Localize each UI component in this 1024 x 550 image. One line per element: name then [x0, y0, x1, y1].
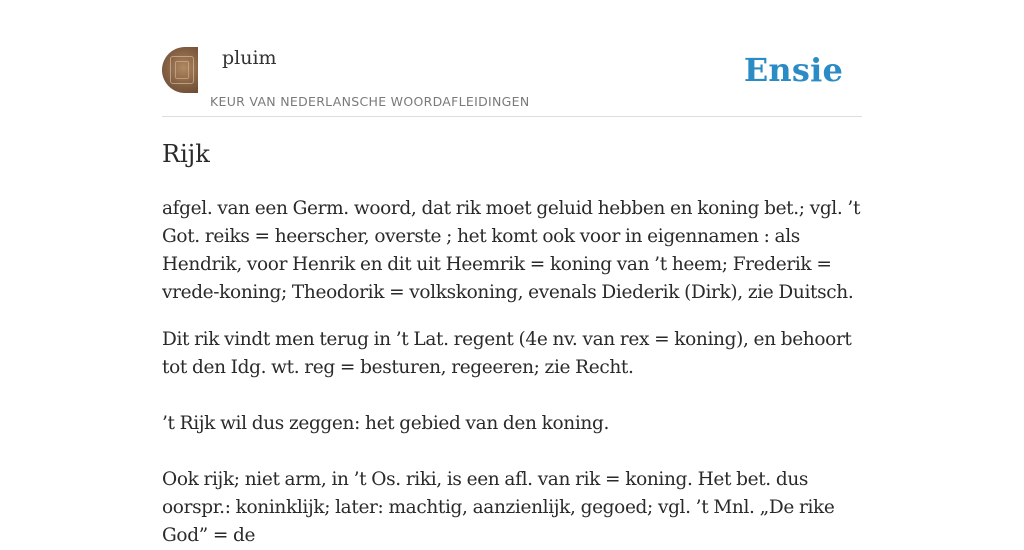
brand-logo[interactable]: Ensie [743, 51, 843, 89]
entry-paragraph: Ook rijk; niet arm, in ’t Os. riki, is een afl. van rik = koning. Het bet. dus oorspr.: koninklijk; later: machtig, aanzienlijk, gegoed; vgl. ’t Mnl. „De rike God” = de [162, 469, 835, 546]
entry-paragraph: Dit rik vindt men terug in ’t Lat. regent (4e nv. van rex = koning), en behoort tot den Idg. wt. reg = besturen, regeeren; zie Recht. [162, 329, 852, 378]
book-cover-icon[interactable] [162, 47, 198, 93]
entry-paragraph: ’t Rijk wil dus zeggen: het gebied van den koning. [162, 413, 609, 434]
source-link[interactable]: KEUR VAN NEDERLANSCHE WOORDAFLEIDINGEN [210, 94, 530, 109]
header [162, 44, 862, 117]
entry-title: Rijk [162, 140, 210, 168]
cover-frame-inner [175, 61, 189, 79]
entry-content [162, 138, 862, 550]
entry-paragraph: afgel. van een Germ. woord, dat rik moet geluid hebben en koning bet.; vgl. ’t Got. reiks = heerscher, overste ; het komt ook voor in eigennamen : als Hendrik, voor Henrik en dit uit Heemrik = koning van ’t heem; Frederik = vrede-koning; Theodorik = volkskoning, evenals Diederik (Dirk), zie Duitsch. [162, 198, 861, 303]
username-link[interactable]: pluim [222, 47, 277, 69]
